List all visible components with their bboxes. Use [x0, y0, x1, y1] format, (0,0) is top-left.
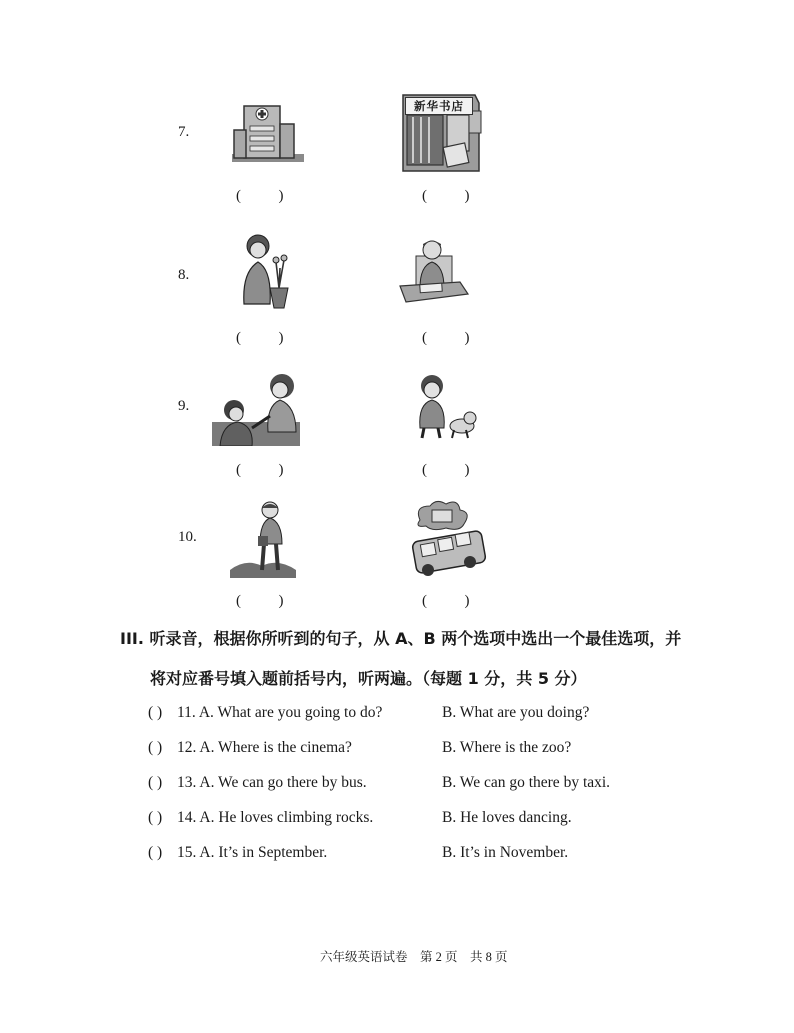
answer-blank-11[interactable]: ( ) — [148, 704, 163, 721]
question-14-option-b: B. He loves dancing. — [442, 809, 572, 826]
question-13-option-b: B. We can go there by taxi. — [442, 774, 611, 791]
question-number-7: 7. — [178, 124, 190, 140]
answer-blank-9a[interactable]: ( ) — [236, 462, 284, 478]
boy-at-desk-icon — [398, 236, 470, 308]
page-footer: 六年级英语试卷 第 2 页 共 8 页 — [320, 950, 508, 964]
question-number-9: 9. — [178, 398, 190, 414]
question-12-option-b: B. Where is the zoo? — [442, 739, 572, 756]
mother-and-child-icon — [212, 372, 300, 446]
answer-blank-13[interactable]: ( ) — [148, 774, 163, 791]
answer-blank-7a[interactable]: ( ) — [236, 188, 284, 204]
bookstore-sign: 新华书店 — [405, 97, 473, 115]
question-15-option-a: 15. A. It’s in September. — [177, 844, 328, 861]
answer-blank-14[interactable]: ( ) — [148, 809, 163, 826]
bookstore-icon — [395, 93, 487, 179]
answer-blank-12[interactable]: ( ) — [148, 739, 163, 756]
question-11-option-a: 11. A. What are you going to do? — [177, 704, 383, 721]
answer-blank-8a[interactable]: ( ) — [236, 330, 284, 346]
answer-blank-10b[interactable]: ( ) — [422, 593, 470, 609]
question-13-option-a: 13. A. We can go there by bus. — [177, 774, 367, 791]
answer-blank-9b[interactable]: ( ) — [422, 462, 470, 478]
question-12-option-a: 12. A. Where is the cinema? — [177, 739, 352, 756]
hospital-icon — [226, 96, 308, 166]
girl-with-dog-icon — [412, 372, 478, 440]
question-15-option-b: B. It’s in November. — [442, 844, 569, 861]
section-title-line1: III. 听录音，根据你所听到的句子，从 A、B 两个选项中选出一个最佳选项，并 — [120, 629, 682, 648]
section-title-line2: 将对应番号填入题前括号内，听两遍。（每题 1 分，共 5 分） — [150, 669, 587, 688]
person-hiking-icon — [230, 500, 296, 578]
answer-blank-8b[interactable]: ( ) — [422, 330, 470, 346]
question-number-8: 8. — [178, 267, 190, 283]
answer-blank-7b[interactable]: ( ) — [422, 188, 470, 204]
question-number-10: 10. — [178, 529, 197, 545]
answer-blank-10a[interactable]: ( ) — [236, 593, 284, 609]
bus-icon — [410, 498, 488, 578]
girl-watering-plant-icon — [236, 232, 294, 312]
question-14-option-a: 14. A. He loves climbing rocks. — [177, 809, 374, 826]
question-11-option-b: B. What are you doing? — [442, 704, 590, 721]
answer-blank-15[interactable]: ( ) — [148, 844, 163, 861]
